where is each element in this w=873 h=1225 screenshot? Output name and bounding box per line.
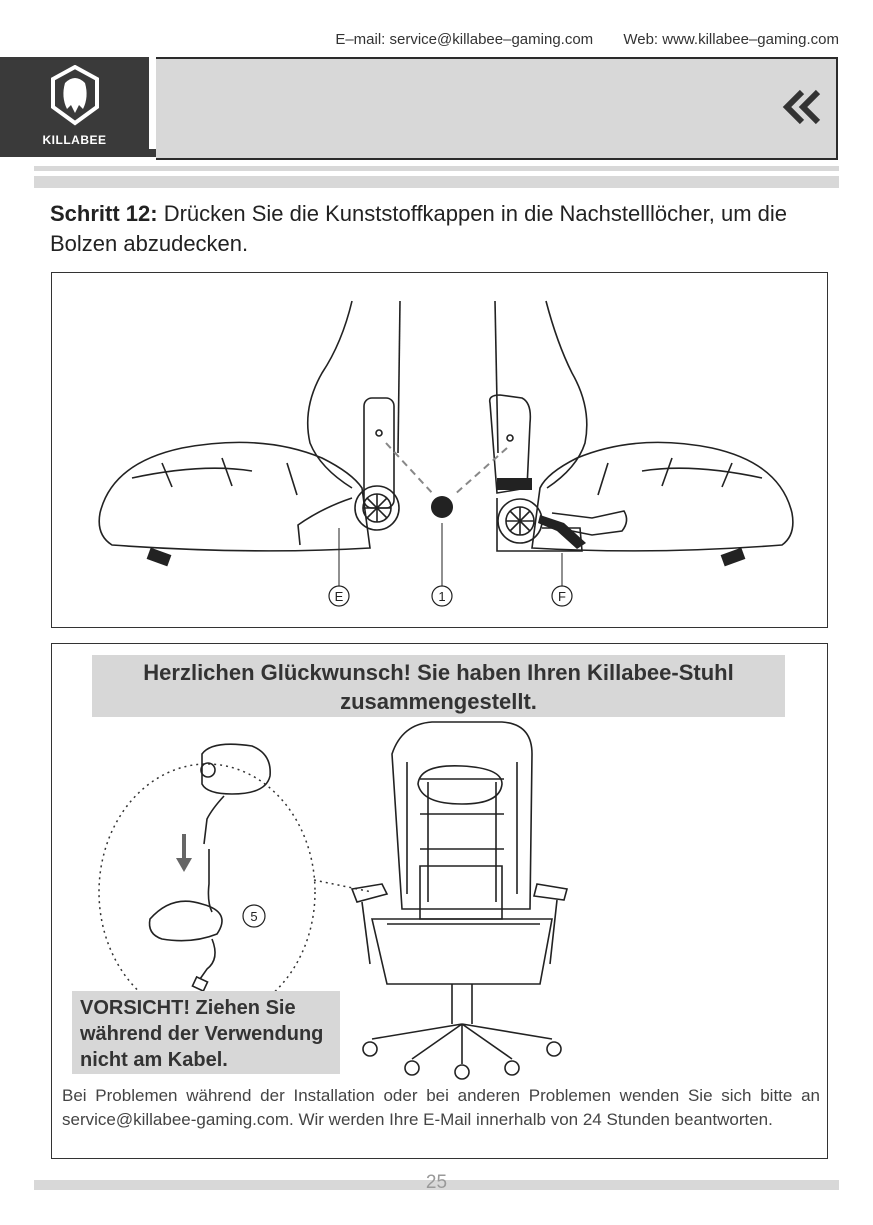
support-text: Bei Problemen während der Installation oder bei anderen Problemen wenden Sie sich bitte an service@killabee-gaming.com. Wir werden Ihre E-Mail innerhalb von 24 Stunden beantworten. [62, 1086, 820, 1129]
divider-bar [34, 176, 839, 188]
seat-caps-illustration [52, 273, 827, 627]
brand-logo [0, 57, 149, 157]
step-instruction [50, 199, 830, 259]
bee-shield-icon [49, 65, 101, 129]
divider-bar [34, 166, 839, 171]
email-text: E–mail: service@killabee–gaming.com [335, 31, 594, 48]
callout-5: 5 [250, 909, 258, 924]
callout-1: 1 [438, 589, 446, 604]
logo-text: KILLABEE [42, 133, 107, 147]
step-label: Schritt 12: [50, 201, 158, 226]
page-number: 25 [425, 1172, 448, 1193]
cap-piece [431, 496, 453, 518]
header-banner [156, 57, 838, 160]
header-strip [0, 149, 157, 157]
web-text: Web: www.killabee–gaming.com [623, 31, 839, 48]
chair-illustration [52, 644, 827, 1158]
step-text: Drücken Sie die Kunststoffkappen in die Nachstelllöcher, um die Bolzen abzudecken. [50, 201, 787, 256]
figure-seat-caps [51, 272, 828, 628]
contact-line [335, 31, 839, 48]
callout-f: F [558, 589, 566, 604]
double-chevron-left-icon[interactable] [782, 89, 822, 125]
figure-finished-chair [51, 643, 828, 1159]
congratulations-banner: Herzlichen Glückwunsch! Sie haben Ihren Killabee-Stuhl zusammengestellt. [92, 655, 785, 717]
callout-e: E [334, 589, 344, 604]
caution-box: VORSICHT! Ziehen Sie während der Verwendung nicht am Kabel. [72, 991, 340, 1074]
